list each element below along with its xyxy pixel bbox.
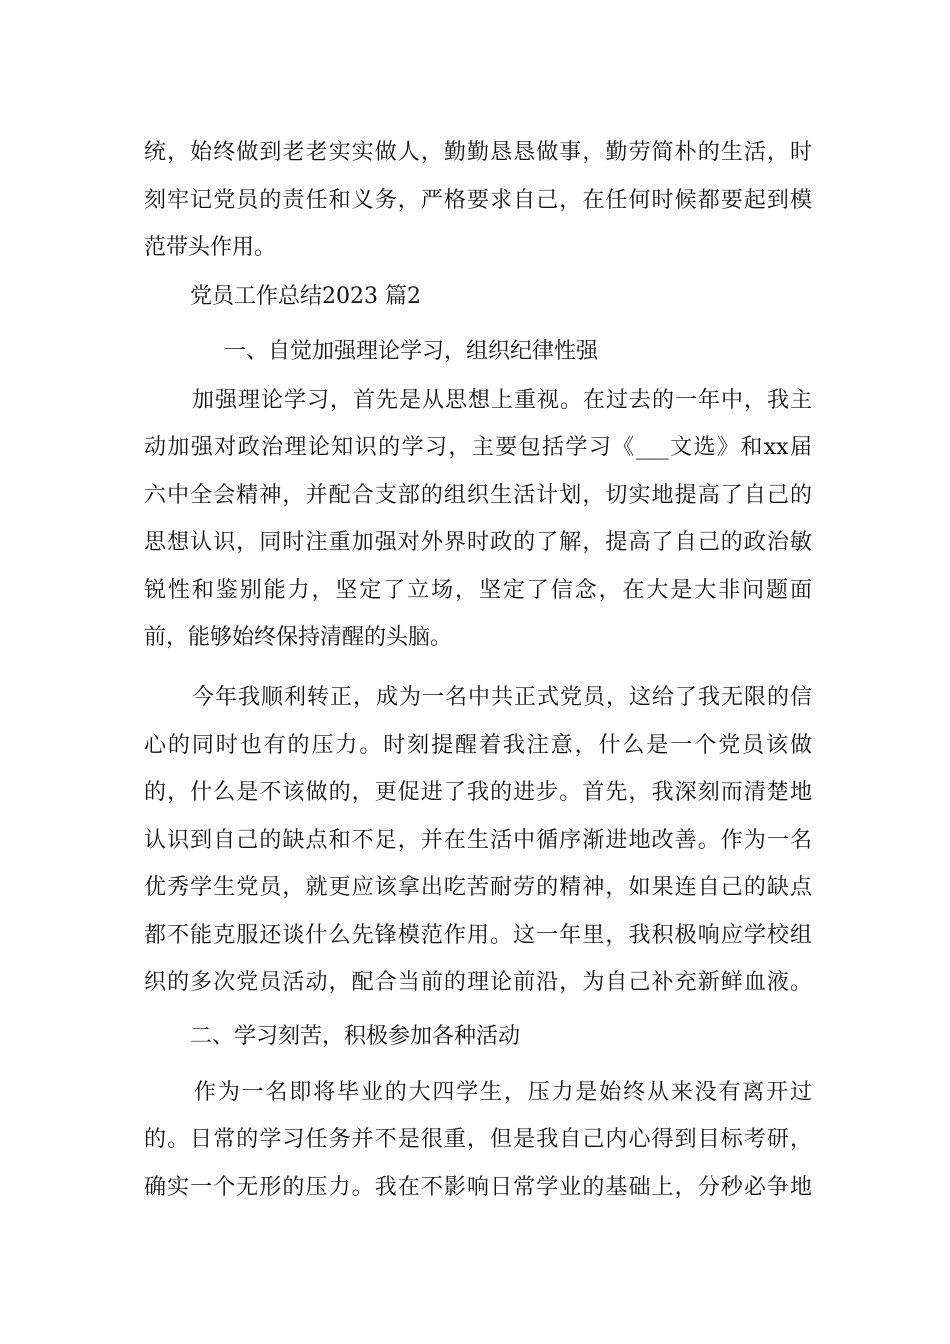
text-line: 织的多次党员活动，配合当前的理论前沿，为自己补充新鲜血液。 xyxy=(144,970,812,995)
text-line: 的，什么是不该做的，更促进了我的进步。首先，我深刻而清楚地 xyxy=(144,780,812,805)
text-line: 思想认识，同时注重加强对外界时政的了解，提高了自己的政治敏 xyxy=(144,530,812,555)
section-heading: 二、学习刻苦，积极参加各种活动 xyxy=(190,1024,521,1049)
text-line: 的。日常的学习任务并不是很重，但是我自己内心得到目标考研， xyxy=(144,1127,812,1152)
text-line: 前，能够始终保持清醒的头脑。 xyxy=(144,625,453,650)
text-line: 心的同时也有的压力。时刻提醒着我注意，什么是一个党员该做 xyxy=(144,733,812,758)
text-line: 刻牢记党员的责任和义务，严格要求自己，在任何时候都要起到模 xyxy=(144,188,812,213)
section-heading: 一、自觉加强理论学习，组织纪律性强 xyxy=(224,339,599,364)
text-line: 认识到自己的缺点和不足，并在生活中循序渐进地改善。作为一名 xyxy=(144,828,812,853)
text-line: 确实一个无形的压力。我在不影响日常学业的基础上，分秒必争地 xyxy=(144,1175,812,1200)
section-title: 党员工作总结2023 篇2 xyxy=(190,284,421,309)
text-line: 加强理论学习，首先是从思想上重视。在过去的一年中，我主 xyxy=(192,388,812,413)
text-line: 优秀学生党员，就更应该拿出吃苦耐劳的精神，如果连自己的缺点 xyxy=(144,875,812,900)
text-line: 锐性和鉴别能力，坚定了立场，坚定了信念，在大是大非问题面 xyxy=(144,578,812,603)
text-line: 统，始终做到老老实实做人，勤勤恳恳做事，勤劳简朴的生活，时 xyxy=(144,140,812,165)
text-line: 今年我顺利转正，成为一名中共正式党员，这给了我无限的信 xyxy=(192,685,812,710)
text-line: 六中全会精神，并配合支部的组织生活计划，切实地提高了自己的 xyxy=(144,483,812,508)
text-line: 动加强对政治理论知识的学习，主要包括学习《___文选》和xx届 xyxy=(144,435,812,460)
text-line: 作为一名即将毕业的大四学生，压力是始终从来没有离开过 xyxy=(194,1080,812,1105)
text-line: 都不能克服还谈什么先锋模范作用。这一年里，我积极响应学校组 xyxy=(144,923,812,948)
text-line: 范带头作用。 xyxy=(144,235,277,260)
